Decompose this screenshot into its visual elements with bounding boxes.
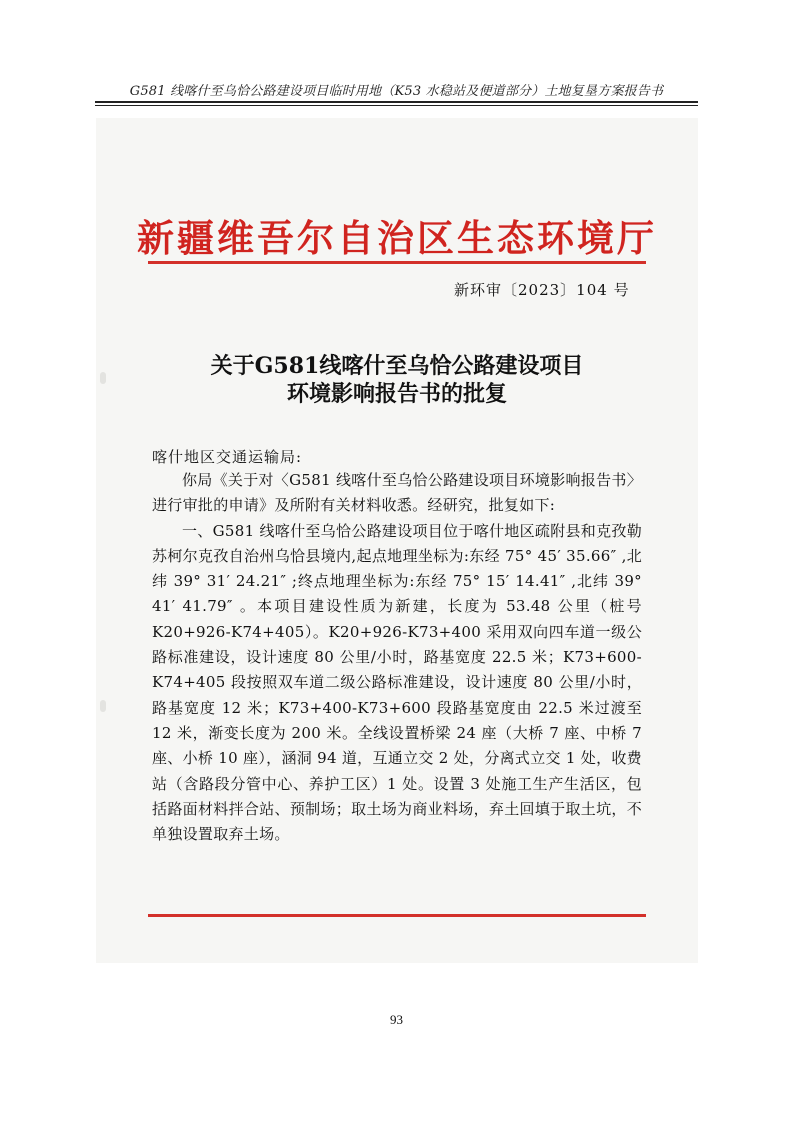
document-title-line-2: 环境影响报告书的批复 — [286, 381, 507, 407]
document-title — [96, 352, 698, 408]
letterhead-rule — [148, 261, 646, 264]
document-body — [152, 468, 642, 847]
document-number: 新环审〔2023〕104 号 — [454, 281, 630, 299]
body-paragraph-1: 你局《关于对〈G581 线喀什至乌恰公路建设项目环境影响报告书〉进行审批的申请》及所附有关材料收悉。经研究，批复如下: — [152, 471, 642, 515]
addressee: 喀什地区交通运输局: — [152, 448, 303, 466]
footer-rule — [148, 914, 646, 917]
running-header: G581 线喀什至乌恰公路建设项目临时用地（K53 水稳站及便道部分）土地复垦方案报告书 — [129, 84, 664, 99]
header-rule-thin — [95, 105, 698, 106]
document-title-line-1: 关于G581线喀什至乌恰公路建设项目 — [210, 353, 584, 379]
binding-hole-mark — [100, 700, 106, 712]
page-number: 93 — [390, 1012, 403, 1027]
binding-hole-mark — [100, 372, 106, 384]
header-rule — [95, 101, 698, 103]
scanned-document — [96, 118, 698, 963]
body-paragraph-2: 一、G581 线喀什至乌恰公路建设项目位于喀什地区疏附县和克孜勒苏柯尔克孜自治州乌恰县境内,起点地理坐标为:东经 75° 45′ 35.66″ ,北纬 39° 31′ 24.21″ ;终点地理坐标为:东经 75° 15′ 14.41″ ,北纬 39° 41′ 41.79″ 。本项目建设性质为新建，长度为 53.48 公里（桩号 K20+926-K74+405）。K20+926-K73+400 采用双向四车道一级公路标准建设，设计速度 80 公里/小时，路基宽度 22.5 米；K73+600-K74+405 段按照双车道二级公路标准建设，设计速度 80 公里/小时，路基宽度 12 米；K73+400-K73+600 段路基宽度由 22.5 米过渡至 12 米，渐变长度为 200 米。全线设置桥梁 24 座（大桥 7 座、中桥 7 座、小桥 10 座），涵洞 94 道，互通立交 2 处，分离式立交 1 处，收费站（含路段分管中心、养护工区）1 处。设置 3 处施工生产生活区，包括路面材料拌合站、预制场；取土场为商业料场，弃土回填于取土坑，不单独设置取弃土场。 — [152, 521, 642, 844]
letterhead-title: 新疆维吾尔自治区生态环境厅 — [137, 216, 657, 260]
